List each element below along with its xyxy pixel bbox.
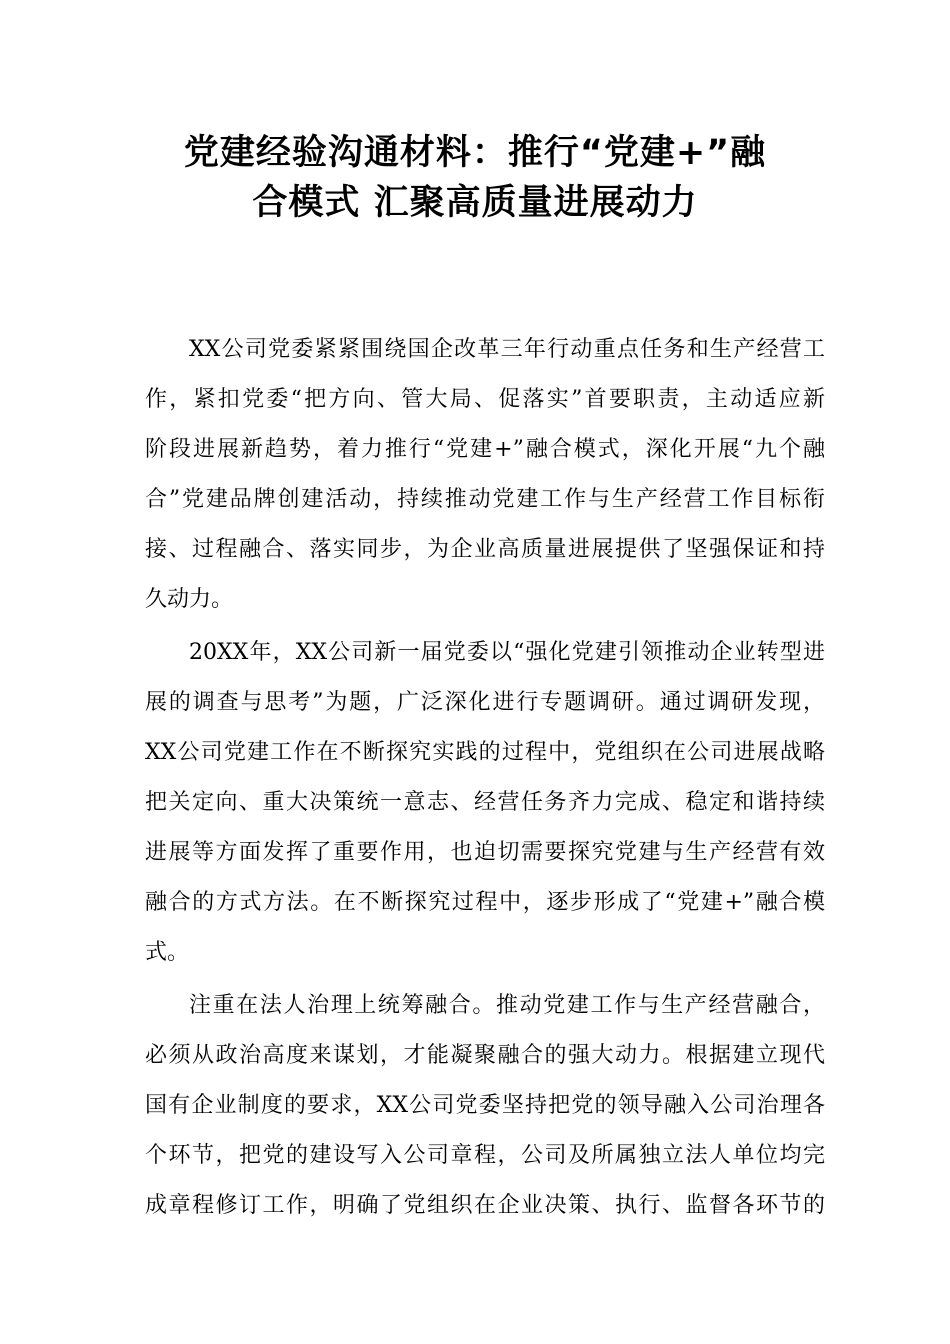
paragraph-line: 展的调查与思考”为题，广泛深化进行专题调研。通过调研发现，	[145, 690, 825, 715]
paragraph-line: 注重在法人治理上统筹融合。推动党建工作与生产经营融合，	[189, 993, 825, 1018]
paragraph-line: 20XX年，XX公司新一届党委以“强化党建引领推动企业转型进	[189, 640, 825, 665]
paragraph-line: XX公司党委紧紧围绕国企改革三年行动重点任务和生产经营工	[189, 337, 825, 362]
document-body	[145, 325, 825, 1234]
document-title	[120, 128, 830, 228]
paragraph-line: 把关定向、重大决策统一意志、经营任务齐力完成、稳定和谐持续	[145, 790, 825, 815]
paragraph-1	[145, 325, 825, 625]
paragraph-line: 接、过程融合、落实同步，为企业高质量进展提供了坚强保证和持	[145, 537, 825, 562]
paragraph-line: 个环节，把党的建设写入公司章程，公司及所属独立法人单位均完	[145, 1143, 825, 1168]
paragraph-line: 成章程修订工作，明确了党组织在企业决策、执行、监督各环节的	[145, 1193, 825, 1218]
paragraph-line: 作，紧扣党委“把方向、管大局、促落实”首要职责，主动适应新	[145, 387, 825, 412]
paragraph-line: 合”党建品牌创建活动，持续推动党建工作与生产经营工作目标衔	[145, 487, 825, 512]
paragraph-line: XX公司党建工作在不断探究实践的过程中，党组织在公司进展战略	[145, 740, 825, 765]
paragraph-line: 融合的方式方法。在不断探究过程中，逐步形成了“党建+”融合模	[145, 890, 825, 915]
paragraph-3	[145, 981, 825, 1231]
paragraph-line: 久动力。	[145, 587, 234, 612]
paragraph-2	[145, 628, 825, 978]
title-line-2: 合模式 汇聚高质量进展动力	[252, 183, 698, 223]
paragraph-line: 进展等方面发挥了重要作用，也迫切需要探究党建与生产经营有效	[145, 840, 825, 865]
paragraph-line: 国有企业制度的要求，XX公司党委坚持把党的领导融入公司治理各	[145, 1093, 825, 1118]
paragraph-line: 必须从政治高度来谋划，才能凝聚融合的强大动力。根据建立现代	[145, 1043, 825, 1068]
title-line-1: 党建经验沟通材料：推行“党建+”融	[183, 133, 767, 173]
paragraph-line: 式。	[145, 940, 190, 965]
paragraph-line: 阶段进展新趋势，着力推行“党建+”融合模式，深化开展“九个融	[145, 437, 825, 462]
